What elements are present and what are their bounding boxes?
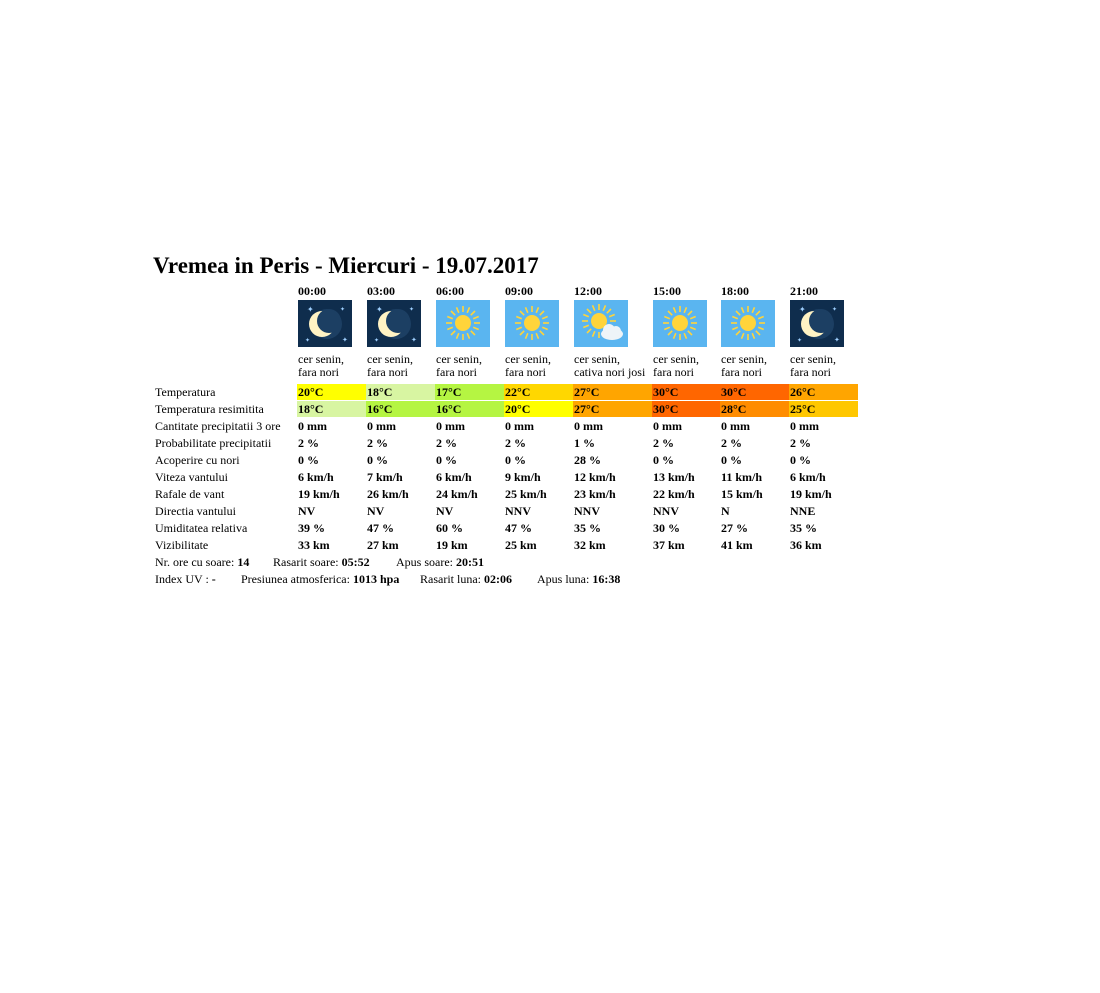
sun-icon bbox=[653, 300, 707, 347]
hour-label: 06:00 bbox=[436, 284, 464, 298]
table-cell: NV bbox=[298, 504, 316, 518]
weather-description bbox=[790, 353, 836, 379]
svg-text:✦: ✦ bbox=[834, 336, 840, 344]
table-cell: NNV bbox=[505, 504, 531, 518]
table-cell: 0 % bbox=[790, 453, 811, 467]
footer-item bbox=[396, 554, 484, 571]
table-cell: 27 km bbox=[367, 538, 399, 552]
footer-value: 02:06 bbox=[483, 572, 512, 586]
description-line: cer senin, bbox=[367, 352, 413, 366]
table-cell: 2 % bbox=[721, 436, 742, 450]
description-line: cer senin, bbox=[721, 352, 767, 366]
row-label: Temperatura bbox=[155, 385, 216, 399]
hour-label: 21:00 bbox=[790, 284, 818, 298]
table-cell: 16°C bbox=[435, 401, 504, 417]
sun-info bbox=[153, 554, 873, 571]
weather-icons-row bbox=[153, 300, 873, 353]
extra-info bbox=[153, 571, 873, 588]
row-label: Cantitate precipitatii 3 ore bbox=[155, 419, 281, 433]
footer-item bbox=[155, 554, 249, 571]
hour-label: 09:00 bbox=[505, 284, 533, 298]
table-cell: 6 km/h bbox=[790, 470, 826, 484]
description-line: fara nori bbox=[653, 365, 694, 379]
table-cell: 0 mm bbox=[298, 419, 327, 433]
table-cell: 30 % bbox=[653, 521, 680, 535]
table-row bbox=[153, 469, 873, 486]
hours-header bbox=[153, 283, 873, 300]
svg-text:✦: ✦ bbox=[305, 338, 311, 344]
description-line: cer senin, bbox=[574, 352, 620, 366]
table-row bbox=[153, 418, 873, 435]
footer-label: Apus luna: bbox=[537, 572, 593, 586]
svg-text:✦: ✦ bbox=[409, 307, 415, 313]
description-line: fara nori bbox=[436, 365, 477, 379]
table-cell: 25°C bbox=[789, 401, 858, 417]
footer-value: - bbox=[211, 572, 216, 586]
footer-label: Rasarit luna: bbox=[420, 572, 484, 586]
table-cell: 41 km bbox=[721, 538, 753, 552]
footer-value: 05:52 bbox=[341, 555, 370, 569]
table-cell: 15 km/h bbox=[721, 487, 763, 501]
moon-icon bbox=[298, 300, 352, 347]
weather-description bbox=[505, 353, 551, 379]
table-cell: 18°C bbox=[366, 384, 435, 400]
table-cell: 20°C bbox=[504, 401, 573, 417]
table-cell: NV bbox=[436, 504, 454, 518]
hour-label: 00:00 bbox=[298, 284, 326, 298]
footer-value: 1013 hpa bbox=[352, 572, 400, 586]
table-cell: 0 mm bbox=[367, 419, 396, 433]
description-line: fara nori bbox=[721, 365, 762, 379]
table-cell: 18°C bbox=[297, 401, 366, 417]
table-row bbox=[153, 503, 873, 520]
table-cell: 0 mm bbox=[574, 419, 603, 433]
table-cell: 47 % bbox=[505, 521, 532, 535]
table-cell: 27°C bbox=[573, 401, 652, 417]
table-cell: 22°C bbox=[504, 384, 573, 400]
row-label: Temperatura resimitita bbox=[155, 402, 264, 416]
table-cell: NV bbox=[367, 504, 385, 518]
table-cell: NNV bbox=[653, 504, 679, 518]
table-row bbox=[153, 384, 873, 401]
row-label: Probabilitate precipitatii bbox=[155, 436, 272, 450]
svg-text:✦: ✦ bbox=[376, 305, 383, 314]
table-row bbox=[153, 452, 873, 469]
row-label: Rafale de vant bbox=[155, 487, 225, 501]
table-cell: 20°C bbox=[297, 384, 366, 400]
footer-label: Apus soare: bbox=[396, 555, 456, 569]
moon-icon bbox=[790, 300, 844, 347]
table-cell: 11 km/h bbox=[721, 470, 763, 484]
table-cell: NNV bbox=[574, 504, 600, 518]
table-cell: 0 % bbox=[653, 453, 674, 467]
description-line: cer senin, bbox=[505, 352, 551, 366]
table-cell: 2 % bbox=[505, 436, 526, 450]
footer-item bbox=[537, 571, 620, 588]
table-cell: 19 km bbox=[436, 538, 468, 552]
table-cell: 17°C bbox=[435, 384, 504, 400]
hour-label: 03:00 bbox=[367, 284, 395, 298]
data-table bbox=[153, 384, 873, 554]
sun-icon bbox=[721, 300, 775, 347]
row-label: Directia vantului bbox=[155, 504, 236, 518]
table-cell: 39 % bbox=[298, 521, 325, 535]
table-cell: 19 km/h bbox=[790, 487, 832, 501]
row-label: Acoperire cu nori bbox=[155, 453, 240, 467]
table-cell: 2 % bbox=[790, 436, 811, 450]
table-cell: 1 % bbox=[574, 436, 595, 450]
table-cell: 26°C bbox=[789, 384, 858, 400]
row-label: Umiditatea relativa bbox=[155, 521, 248, 535]
sun-cloud-icon bbox=[574, 300, 628, 347]
table-cell: N bbox=[721, 504, 730, 518]
svg-text:✦: ✦ bbox=[342, 336, 348, 344]
table-row bbox=[153, 435, 873, 452]
table-cell: 30°C bbox=[652, 384, 720, 400]
hour-label: 15:00 bbox=[653, 284, 681, 298]
description-line: cer senin, bbox=[436, 352, 482, 366]
hour-label: 12:00 bbox=[574, 284, 602, 298]
svg-text:✦: ✦ bbox=[411, 336, 417, 344]
table-cell: 28 % bbox=[574, 453, 601, 467]
weather-description bbox=[298, 353, 344, 379]
table-cell: 2 % bbox=[436, 436, 457, 450]
svg-text:✦: ✦ bbox=[307, 305, 314, 314]
weather-description bbox=[574, 353, 645, 379]
table-cell: 2 % bbox=[298, 436, 319, 450]
description-line: fara nori bbox=[790, 365, 831, 379]
table-cell: 37 km bbox=[653, 538, 685, 552]
footer-item bbox=[155, 571, 216, 588]
table-cell: 7 km/h bbox=[367, 470, 403, 484]
description-line: cer senin, bbox=[653, 352, 699, 366]
table-cell: 6 km/h bbox=[436, 470, 472, 484]
table-cell: 35 % bbox=[790, 521, 817, 535]
footer-value: 20:51 bbox=[456, 555, 484, 569]
table-cell: 0 mm bbox=[653, 419, 682, 433]
description-line: fara nori bbox=[367, 365, 408, 379]
table-row bbox=[153, 520, 873, 537]
weather-description bbox=[436, 353, 482, 379]
page-title: Vremea in Peris - Miercuri - 19.07.2017 bbox=[153, 253, 539, 278]
table-cell: 32 km bbox=[574, 538, 606, 552]
footer-value: 16:38 bbox=[592, 572, 621, 586]
table-cell: 0 mm bbox=[721, 419, 750, 433]
weather-description bbox=[721, 353, 767, 379]
svg-text:✦: ✦ bbox=[799, 305, 806, 314]
footer-label: Index UV : bbox=[155, 572, 212, 586]
table-cell: NNE bbox=[790, 504, 816, 518]
table-row bbox=[153, 401, 873, 418]
table-cell: 30°C bbox=[720, 384, 789, 400]
description-line: cativa nori josi bbox=[574, 365, 646, 379]
footer-label: Nr. ore cu soare: bbox=[155, 555, 238, 569]
table-cell: 6 km/h bbox=[298, 470, 334, 484]
table-cell: 30°C bbox=[652, 401, 720, 417]
svg-text:✦: ✦ bbox=[797, 338, 803, 344]
table-cell: 16°C bbox=[366, 401, 435, 417]
description-line: cer senin, bbox=[790, 352, 836, 366]
svg-text:✦: ✦ bbox=[374, 338, 380, 344]
footer-value: 14 bbox=[237, 555, 250, 569]
table-cell: 27 % bbox=[721, 521, 748, 535]
table-cell: 26 km/h bbox=[367, 487, 409, 501]
footer-item bbox=[273, 554, 370, 571]
table-cell: 2 % bbox=[367, 436, 388, 450]
table-cell: 60 % bbox=[436, 521, 463, 535]
sun-icon bbox=[436, 300, 490, 347]
weather-description bbox=[367, 353, 413, 379]
footer-item bbox=[241, 571, 399, 588]
table-cell: 24 km/h bbox=[436, 487, 478, 501]
table-cell: 23 km/h bbox=[574, 487, 616, 501]
table-cell: 0 mm bbox=[790, 419, 819, 433]
table-cell: 9 km/h bbox=[505, 470, 541, 484]
table-cell: 28°C bbox=[720, 401, 789, 417]
table-cell: 13 km/h bbox=[653, 470, 695, 484]
footer-label: Presiunea atmosferica: bbox=[241, 572, 353, 586]
table-cell: 12 km/h bbox=[574, 470, 616, 484]
row-label: Viteza vantului bbox=[155, 470, 228, 484]
table-cell: 22 km/h bbox=[653, 487, 695, 501]
table-cell: 19 km/h bbox=[298, 487, 340, 501]
descriptions-row bbox=[153, 353, 873, 384]
table-cell: 0 % bbox=[298, 453, 319, 467]
table-cell: 0 mm bbox=[436, 419, 465, 433]
table-row bbox=[153, 486, 873, 503]
weather-description bbox=[653, 353, 699, 379]
table-cell: 35 % bbox=[574, 521, 601, 535]
moon-icon bbox=[367, 300, 421, 347]
table-cell: 0 mm bbox=[505, 419, 534, 433]
table-cell: 2 % bbox=[653, 436, 674, 450]
table-cell: 0 % bbox=[367, 453, 388, 467]
row-label: Vizibilitate bbox=[155, 538, 209, 552]
description-line: cer senin, bbox=[298, 352, 344, 366]
table-cell: 27°C bbox=[573, 384, 652, 400]
table-cell: 0 % bbox=[505, 453, 526, 467]
table-cell: 47 % bbox=[367, 521, 394, 535]
svg-text:✦: ✦ bbox=[340, 307, 346, 313]
svg-text:✦: ✦ bbox=[832, 307, 838, 313]
table-cell: 36 km bbox=[790, 538, 822, 552]
table-cell: 0 % bbox=[721, 453, 742, 467]
table-cell: 33 km bbox=[298, 538, 330, 552]
forecast-container bbox=[153, 253, 873, 588]
footer-item bbox=[420, 571, 512, 588]
table-row bbox=[153, 537, 873, 554]
table-cell: 25 km bbox=[505, 538, 537, 552]
table-cell: 25 km/h bbox=[505, 487, 547, 501]
description-line: fara nori bbox=[298, 365, 339, 379]
sun-icon bbox=[505, 300, 559, 347]
description-line: fara nori bbox=[505, 365, 546, 379]
footer-label: Rasarit soare: bbox=[273, 555, 342, 569]
hour-label: 18:00 bbox=[721, 284, 749, 298]
table-cell: 0 % bbox=[436, 453, 457, 467]
